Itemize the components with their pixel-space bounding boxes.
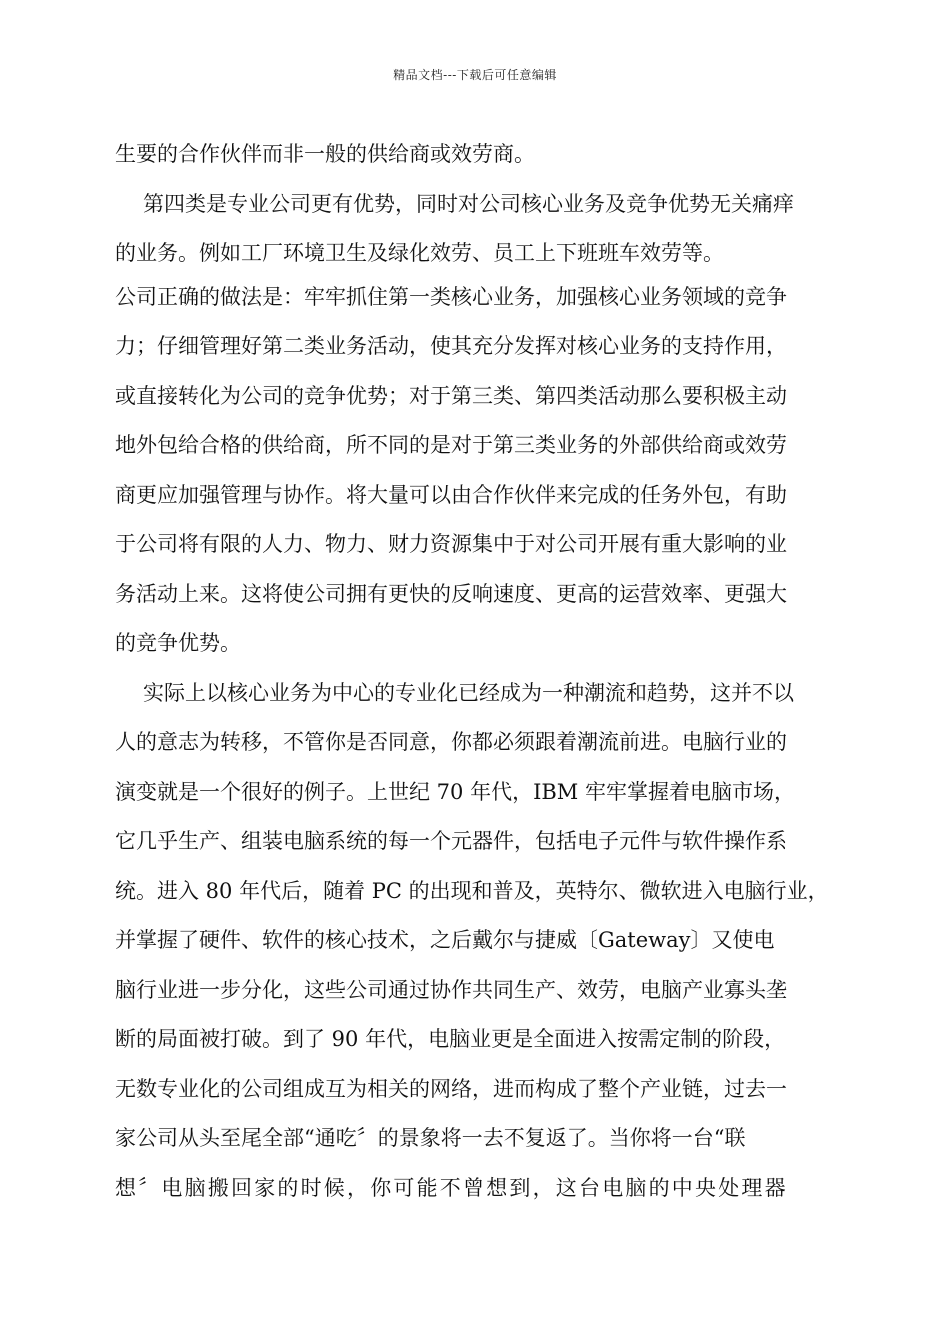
text-line: 商更应加强管理与协作。将大量可以由合作伙伴来完成的任务外包，有助	[115, 482, 787, 507]
text-line: 力；仔细管理好第二类业务活动，使其充分发挥对核心业务的支持作用，	[115, 334, 787, 358]
text-line: 的竞争优势。	[115, 631, 241, 655]
text-line: 生要的合作伙伴而非一般的供给商或效劳商。	[115, 142, 535, 166]
text-line: 于公司将有限的人力、物力、财力资源集中于对公司开展有重大影响的业	[115, 532, 787, 556]
text-line: 第四类是专业公司更有优势，同时对公司核心业务及竞争优势无关痛痒	[143, 191, 794, 216]
text-line: 的业务。例如工厂环境卫生及绿化效劳、员工上下班班车效劳等。	[115, 241, 724, 265]
document-body	[115, 130, 837, 1213]
page-header: 精品文档---下载后可任意编辑	[393, 68, 557, 82]
text-line: 断的局面被打破。到了 90 年代，电脑业更是全面进入按需定制的阶段，	[115, 1027, 786, 1051]
text-line: 想〞电脑搬回家的时候，你可能不曾想到，这台电脑的中央处理器	[115, 1175, 788, 1200]
text-line: 它几乎生产、组装电脑系统的每一个元器件，包括电子元件与软件操作系	[115, 829, 787, 853]
text-line: 演变就是一个很好的例子。上世纪 70 年代，IBM 牢牢掌握着电脑市场，	[115, 779, 795, 804]
text-line: 脑行业进一步分化，这些公司通过协作共同生产、效劳，电脑产业寡头垄	[115, 977, 787, 1002]
text-line: 人的意志为转移，不管你是否同意，你都必须跟着潮流前进。电脑行业的	[115, 730, 787, 754]
text-line: 实际上以核心业务为中心的专业化已经成为一种潮流和趋势，这并不以	[143, 680, 794, 705]
text-line: 并掌握了硬件、软件的核心技术，之后戴尔与捷威〔Gateway〕又使电	[115, 928, 775, 952]
text-line: 公司正确的做法是：牢牢抓住第一类核心业务，加强核心业务领域的竞争	[115, 284, 787, 309]
text-line: 或直接转化为公司的竞争优势；对于第三类、第四类活动那么要积极主动	[115, 383, 787, 408]
text-line: 地外包给合格的供给商，所不同的是对于第三类业务的外部供给商或效劳	[115, 433, 787, 457]
text-line: 无数专业化的公司组成互为相关的网络，进而构成了整个产业链，过去一	[115, 1076, 787, 1101]
text-line: 务活动上来。这将使公司拥有更快的反响速度、更高的运营效率、更强大	[115, 581, 787, 606]
text-line: 统。进入 80 年代后，随着 PC 的出现和普及，英特尔、微软进入电脑行业，	[115, 878, 829, 903]
text-line: 家公司从头至尾全部“通吃〞的景象将一去不复返了。当你将一台“联	[115, 1126, 746, 1150]
